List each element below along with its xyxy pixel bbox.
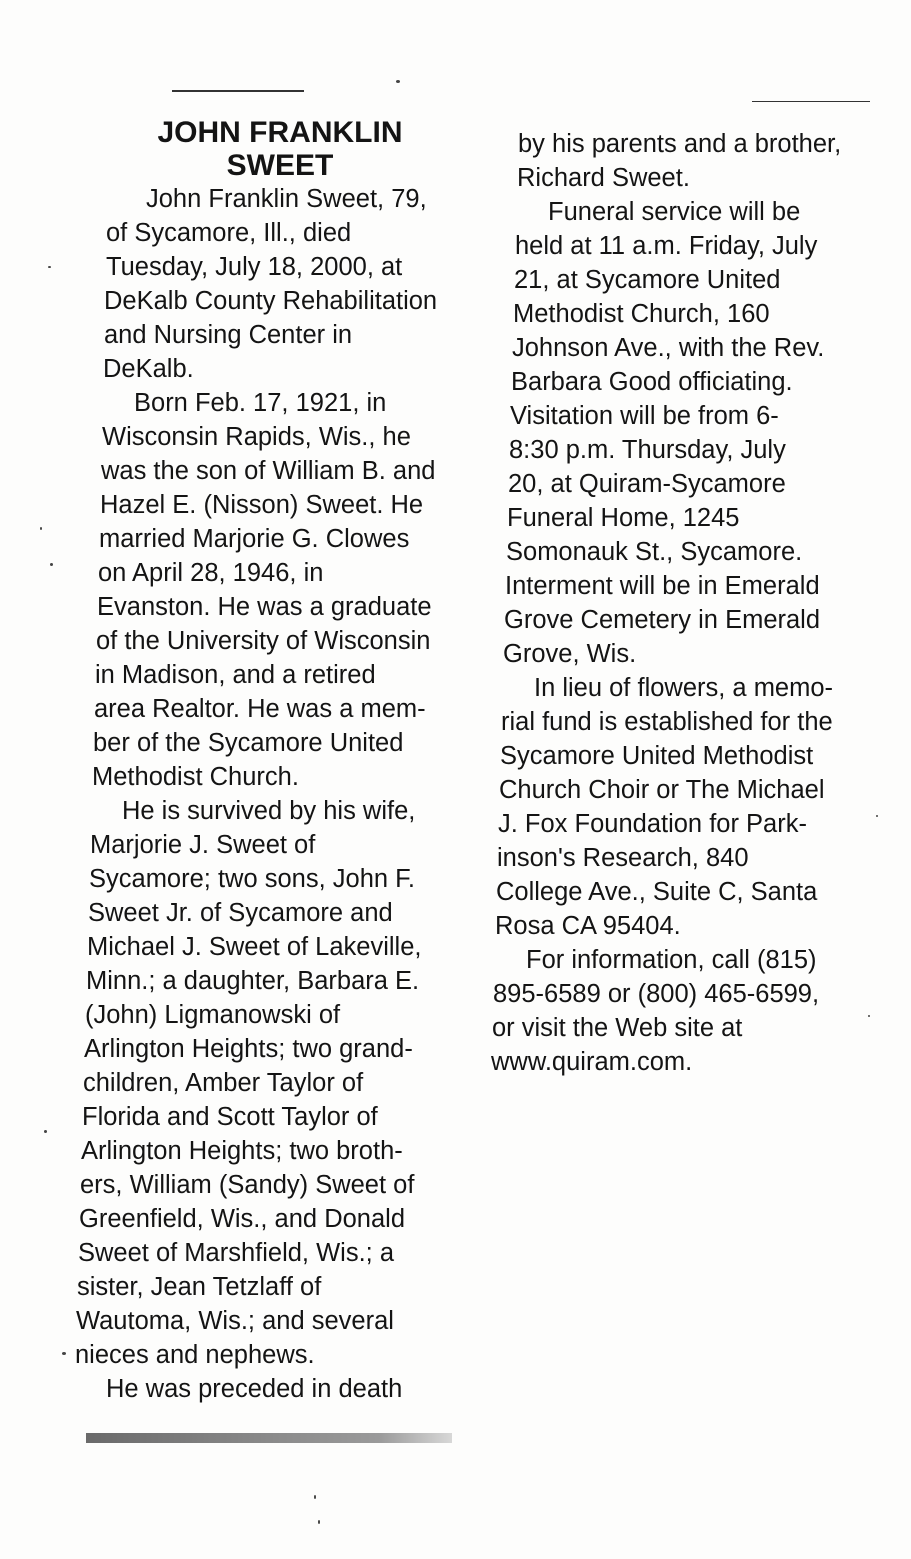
scan-speck xyxy=(50,563,53,566)
left-column xyxy=(70,116,490,1406)
scan-speck xyxy=(318,1520,320,1524)
text-line: 8:30 p.m. Thursday, July xyxy=(509,436,786,464)
text-line: Methodist Church, 160 xyxy=(513,300,770,328)
text-line: rial fund is established for the xyxy=(501,708,833,736)
text-line: in Madison, and a retired xyxy=(95,661,376,689)
text-line: Arlington Heights; two grand- xyxy=(84,1035,413,1063)
text-line: Sycamore United Methodist xyxy=(500,742,814,770)
text-line: He was preceded in death xyxy=(106,1375,403,1403)
scan-speck xyxy=(44,1130,47,1133)
text-line: and Nursing Center in xyxy=(104,321,353,349)
text-line: Interment will be in Emerald xyxy=(505,572,820,600)
text-line: Born Feb. 17, 1921, in xyxy=(134,389,387,417)
scan-speck xyxy=(62,1352,66,1355)
scan-speck xyxy=(40,527,42,530)
text-line: of Sycamore, Ill., died xyxy=(106,219,352,247)
text-line: Minn.; a daughter, Barbara E. xyxy=(86,967,420,995)
top-right-rule xyxy=(752,101,870,102)
text-line: Richard Sweet. xyxy=(517,164,690,192)
text-line: Rosa CA 95404. xyxy=(495,912,681,940)
text-line: children, Amber Taylor of xyxy=(83,1069,364,1097)
text-line: John Franklin Sweet, 79, xyxy=(146,185,427,213)
headline-line: JOHN FRANKLIN xyxy=(157,116,403,149)
text-line: www.quiram.com. xyxy=(491,1048,693,1076)
text-line: on April 28, 1946, in xyxy=(98,559,324,587)
text-line: Greenfield, Wis., and Donald xyxy=(79,1205,405,1233)
text-line: Methodist Church. xyxy=(92,763,299,791)
scan-speck xyxy=(396,80,400,83)
scan-speck xyxy=(876,815,878,817)
text-line: inson's Research, 840 xyxy=(497,844,749,872)
scan-speck xyxy=(48,266,51,268)
left-column-text xyxy=(70,182,490,1406)
headline-line: SWEET xyxy=(226,149,334,182)
obituary-headline xyxy=(110,116,450,182)
text-line: DeKalb County Rehabilitation xyxy=(104,287,438,315)
text-line: Johnson Ave., with the Rev. xyxy=(512,334,825,362)
text-line: Tuesday, July 18, 2000, at xyxy=(106,253,403,281)
text-line: ers, William (Sandy) Sweet of xyxy=(80,1171,415,1199)
text-line: Arlington Heights; two broth- xyxy=(81,1137,403,1165)
text-line: Wisconsin Rapids, Wis., he xyxy=(102,423,411,451)
bottom-torn-edge xyxy=(86,1433,452,1443)
text-line: Grove, Wis. xyxy=(503,640,637,668)
text-line: or visit the Web site at xyxy=(492,1014,743,1042)
text-line: by his parents and a brother, xyxy=(518,130,842,158)
text-line: 21, at Sycamore United xyxy=(514,266,781,294)
text-line: Sycamore; two sons, John F. xyxy=(89,865,415,893)
scan-speck xyxy=(314,1495,316,1499)
text-line: Michael J. Sweet of Lakeville, xyxy=(87,933,422,961)
text-line: Sweet Jr. of Sycamore and xyxy=(88,899,393,927)
text-line: For information, call (815) xyxy=(526,946,817,974)
text-line: Church Choir or The Michael xyxy=(499,776,825,804)
text-line: ber of the Sycamore United xyxy=(93,729,404,757)
text-line: sister, Jean Tetzlaff of xyxy=(77,1273,322,1301)
text-line: DeKalb. xyxy=(103,355,194,383)
text-line: Sweet of Marshfield, Wis.; a xyxy=(78,1239,395,1267)
text-line: Somonauk St., Sycamore. xyxy=(506,538,803,566)
text-line: Barbara Good officiating. xyxy=(511,368,793,396)
text-line: Funeral Home, 1245 xyxy=(507,504,740,532)
text-line: was the son of William B. and xyxy=(101,457,436,485)
text-line: He is survived by his wife, xyxy=(122,797,416,825)
text-line: Funeral service will be xyxy=(548,198,801,226)
text-line: married Marjorie G. Clowes xyxy=(99,525,410,553)
scan-speck xyxy=(868,1015,870,1017)
right-column xyxy=(490,127,890,1079)
text-line: 895-6589 or (800) 465-6599, xyxy=(493,980,820,1008)
text-line: Wautoma, Wis.; and several xyxy=(76,1307,394,1335)
text-line: J. Fox Foundation for Park- xyxy=(498,810,807,838)
text-line: Hazel E. (Nisson) Sweet. He xyxy=(100,491,424,519)
text-line: area Realtor. He was a mem- xyxy=(94,695,426,723)
text-line: 20, at Quiram-Sycamore xyxy=(508,470,786,498)
text-line: Grove Cemetery in Emerald xyxy=(504,606,821,634)
text-line: of the University of Wisconsin xyxy=(96,627,431,655)
text-line: In lieu of flowers, a memo- xyxy=(534,674,834,702)
text-line: College Ave., Suite C, Santa xyxy=(496,878,818,906)
text-line: (John) Ligmanowski of xyxy=(85,1001,341,1029)
top-left-rule xyxy=(172,90,304,92)
text-line: held at 11 a.m. Friday, July xyxy=(515,232,818,260)
text-line: nieces and nephews. xyxy=(75,1341,315,1369)
text-line: Evanston. He was a graduate xyxy=(97,593,432,621)
text-line: Visitation will be from 6- xyxy=(510,402,779,430)
text-line: Marjorie J. Sweet of xyxy=(90,831,316,859)
text-line: Florida and Scott Taylor of xyxy=(82,1103,378,1131)
